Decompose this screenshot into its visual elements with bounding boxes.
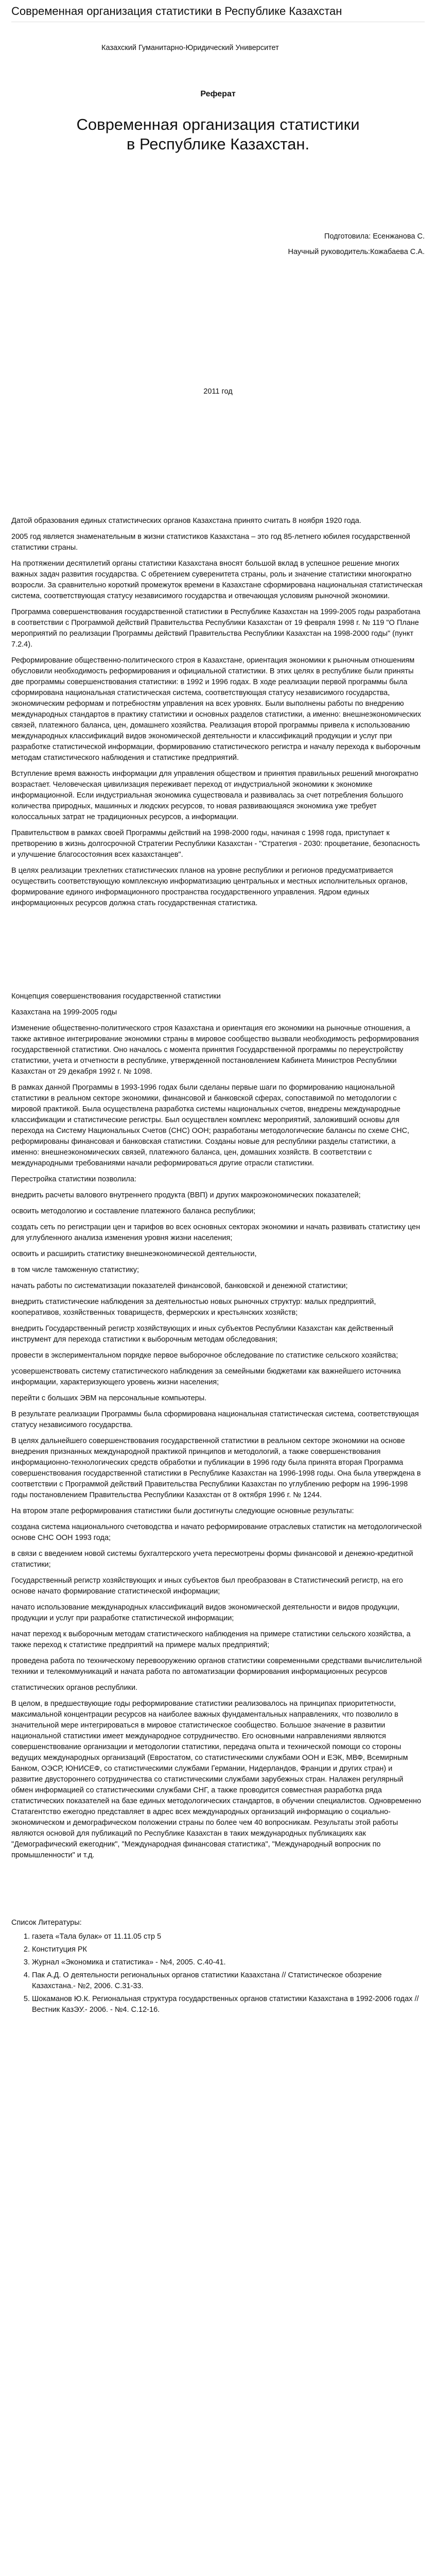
intro-paragraph: В целях реализации трехлетних статистических планов на уровне республики и регионов предусматривается осуществить соответствующую комплексную информатизацию центральных и местных исполнительных органов, формирование единого информационного пространства государственного управления. Ядром единых информационных ресурсов должна стать государственная статистика.: [11, 867, 408, 907]
intro-paragraph: 2005 год является знаменательным в жизни статистиков Казахстана – это год 85-летнего юбилея государственной статистики страны.: [11, 533, 410, 552]
concept-paragraph: Государственный регистр хозяйствующих и иных субъектов был преобразован в Статистический регистр, на его основе начато формирование статистической информации;: [11, 1577, 403, 1596]
concept-subheading: Казахстана на 1999-2005 годы: [11, 1008, 117, 1016]
concept-paragraph: усовершенствовать систему статистического наблюдения за семейными бюджетами как важнейшего источника информации, характеризующего уровень жизни населения;: [11, 1367, 401, 1386]
concept-paragraph: начать работы по систематизации показателей финансовой, банковской и денежной статистики;: [11, 1282, 348, 1290]
concept-paragraph: начато использование международных классификаций видов экономической деятельности и видов продукции, продукции и услуг при разработке статистической информации;: [11, 1603, 399, 1622]
concept-paragraph: Изменение общественно-политического строя Казахстана и ориентация его экономики на рыночные отношения, а также активное интегрирование экономики страны в мировое сообщество вызвали необходимость реформирования государственной статистики. Оно началось с момента принятия Государственной программы по переустройству статистики, учета и отчетности в республике, утвержденной постановлением Кабинета Министров Республики Казахстан от 29 декабря 1992 г. № 1098.: [11, 1024, 419, 1076]
section-spacer: [11, 914, 425, 991]
intro-paragraph: Реформирование общественно-политического строя в Казахстане, ориентация экономики к рыночным отношениям обусловили необходимость реформирования и официальной статистики. В этих целях в республике были приняты две программы совершенствования статистики: в 1992 и 1996 годах. В ходе реализации первой программы была сформирована национальная статистическая система, соответствующая статусу независимого государства, экономическим реформам и потребностям управления на всех уровнях. Были выполнены работы по внедрению международных стандартов в практику статистики и основных разделов статистики, а именно: внешнеэкономических связей, платежного баланса, цен, домашнего хозяйства. Реализация второй программы привела к использованию международных классификаций видов экономической деятельности и классификаций продукции и услуг при разработке статистической информации, формированию статистического регистра и началу перехода к выборочным методам статистического наблюдения и статистике предприятий.: [11, 656, 421, 762]
concept-paragraph: проведена работа по техническому перевооружению органов статистики современными средствами вычислительной техники и телекоммуникаций и начата работа по автоматизации формирования информационных ресурсов: [11, 1657, 422, 1676]
concept-paragraph: На втором этапе реформирования статистики были достигнуты следующие основные результаты:: [11, 1507, 354, 1515]
concept-paragraph: перейти с больших ЭВМ на персональные компьютеры.: [11, 1394, 207, 1402]
signature-block: [11, 231, 425, 258]
reference-item: 3. Журнал «Экономика и статистика» - №4, 2005. С.40-41.: [32, 1957, 425, 1968]
references-title: Список Литературы:: [11, 1919, 82, 1927]
intro-paragraph: На протяжении десятилетий органы статистики Казахстана вносят большой вклад в успешное решение многих важных задач развития государства. С обретением суверенитета страны, роль и значение статистики многократно возросли. За сравнительно короткий промежуток времени в Казахстане сформирована национальная статистическая система, соответствующая статусу независимого государства и отвечающая условиям рыночной экономики.: [11, 560, 423, 600]
year-line: 2011 год: [203, 387, 233, 396]
concept-paragraph: В рамках данной Программы в 1993-1996 годах были сделаны первые шаги по формированию национальной статистики в реальном секторе экономики, финансовой и банковской сферах, сопоставимой по методологии с мировой практикой. Была осуществлена разработка системы национальных счетов, внедрены международные классификации и статистические регистры. Был осуществлен комплекс мероприятий, заложивший основы для перехода на Систему Национальных Счетов (СНС) ООН; разработаны методологические балансы по схеме СНС, реформированы финансовая и банковская статистики. Созданы новые для республики разделы статистики, а именно: внешнеэкономических связей, платежного баланса, цен, домашних хозяйств. В соответствии с международными требованиями начали реформироваться другие отрасли статистики.: [11, 1083, 410, 1167]
concept-paragraph: статистических органов республики.: [11, 1684, 138, 1692]
section-spacer: [11, 1866, 425, 1918]
document-title: Современная организация статистики в Республике Казахстан: [11, 4, 425, 22]
reference-item: 2. Конституция РК: [32, 1944, 425, 1955]
references-list: [11, 1931, 425, 2015]
intro-paragraph: Программа совершенствования государственной статистики в Республике Казахстан на 1999-2005 годы разработана в соответствии с Программой действий Правительства Республики Казахстан от 19 февраля 1998 г. № 119 "О Плане мероприятий по реализации Программы действий Правительства Республики Казахстан на 1998-2000 годы" (пункт 7.2.4).: [11, 608, 421, 649]
concept-paragraph: в связи с введением новой системы бухгалтерского учета пересмотрены формы финансовой и денежно-кредитной статистики;: [11, 1550, 413, 1569]
references-section: [11, 1918, 425, 2015]
concept-paragraph: освоить методологию и составление платежного баланса республики;: [11, 1207, 256, 1215]
concept-paragraph: внедрить Государственный регистр хозяйствующих и иных субъектов Республики Казахстан как действенный инструмент для перехода статистики к выборочным методам обследования;: [11, 1325, 394, 1344]
essay-title-line-1: Современная организация статистики: [76, 115, 360, 133]
intro-paragraph: Правительством в рамках своей Программы действий на 1998-2000 годы, начиная с 1998 года, приступает к претворению в жизнь долгосрочной Стратегии Республики Казахстан - "Стратегия - 2030: процветание, безопасность и улучшение благосостояния всех казахстанцев".: [11, 829, 420, 859]
document-kind: Реферат: [200, 90, 236, 98]
author-line: Подготовила: Есенжанова С.: [324, 232, 425, 241]
concept-paragraph: создана система национального счетоводства и начато реформирование отраслевых статистик на методологической основе СНС ООН 1993 года;: [11, 1523, 422, 1542]
concept-paragraph: Перестройка статистики позволила:: [11, 1175, 136, 1183]
concept-heading: Концепция совершенствования государственной статистики: [11, 992, 221, 1001]
concept-paragraph: провести в экспериментальном порядке первое выборочное обследование по статистике сельского хозяйства;: [11, 1351, 398, 1360]
concept-paragraph: освоить и расширить статистику внешнеэкономической деятельности,: [11, 1250, 257, 1258]
reference-item: 5. Шокаманов Ю.К. Региональная структура государственных органов статистики Казахстана в 1992-2006 годах // Вестник КазЭУ.- 2006. - №4. С.12-16.: [32, 1994, 425, 2015]
concept-paragraph: в том числе таможенную статистику;: [11, 1266, 139, 1274]
intro-section: [11, 516, 425, 909]
supervisor-line: Научный руководитель:Кожабаева С.А.: [288, 248, 425, 256]
concept-section: [11, 991, 425, 1861]
concept-paragraph: создать сеть по регистрации цен и тарифов во всех основных секторах экономики и начать развивать статистику цен для углубленного анализа изменения уровня жизни населения;: [11, 1223, 421, 1242]
reference-item: 1. газета «Тала булак» от 11.11.05 стр 5: [32, 1931, 425, 1942]
concept-paragraph: В результате реализации Программы была сформирована национальная статистическая система, соответствующая статусу независимого государства.: [11, 1410, 419, 1429]
concept-paragraph: внедрить статистические наблюдения за деятельностью новых рыночных структур: малых предприятий, кооперативов, хозяйственных товариществ, фермерских и крестьянских хозяйств;: [11, 1298, 376, 1317]
essay-title-line-2: в Республике Казахстан.: [126, 135, 310, 153]
concept-paragraph: В целях дальнейшего совершенствования государственной статистики в реальном секторе экономики на основе внедрения признанных международной практикой принципов и методологий, а также совершенствования информационно-технологических средств обработки и публикации в 1996 году была принята вторая Программа совершенствования государственной статистики в Республике Казахстан на 1996-1998 годы. Она была утверждена в соответствии с Программой действий Правительства Республики Казахстан по углублению реформ на 1996-1998 годы постановлением Правительства Республики Казахстан от 8 октября 1996 г. № 1244.: [11, 1437, 421, 1499]
concept-paragraph: внедрить расчеты валового внутреннего продукта (ВВП) и других макроэкономических показателей;: [11, 1191, 361, 1199]
concept-paragraph: начат переход к выборочным методам статистического наблюдения на примере статистики сельского хозяйства, а также переход к статистике предприятий на примере малых предприятий;: [11, 1630, 411, 1649]
reference-item: 4. Пак А.Д. О деятельности региональных органов статистики Казахстана // Статистическое обозрение Казахстана.- №2, 2006. С.31-33.: [32, 1970, 425, 1992]
intro-paragraph: Вступление время важность информации для управления обществом и принятия правильных решений многократно возрастает. Человеческая цивилизация переживает переход от индустриальной экономики к экономике информационной. Если индустриальная экономика существовала и развивалась за счет потребления большого количества природных, машинных и людских ресурсов, то новая развивающаяся экономика уже требует колоссальных затрат не традиционных ресурсов, а информации.: [11, 770, 418, 821]
essay-title: [11, 115, 425, 154]
concept-paragraph: В целом, в предшествующие годы реформирование статистики реализовалось на принципах приоритетности, максимальной концентрации ресурсов на наиболее важных фундаментальных направлениях, что позволило в значительной мере интегрироваться в мировое статистическое сообщество. Большое значение в развитии национальной статистики имеет международное сотрудничество. Его основными направлениями являются совершенствование организации и методологии статистики, передача опыта и технической помощи со стороны ведущих международных организаций (Евростатом, со статистическими службами ООН и ЕЭК, МВФ, Всемирным Банком, ОЭСР, ЮНИСЕФ, со статистическими службами Германии, Нидерландов, Франции и других стран) и развитие двустороннего сотрудничества со статистическими службами зарубежных стран. Налажен регулярный обмен информацией со статистическими службами СНГ, а также проводится совместная разработка ряда статистических показателей на базе единых методологических стандартов, в обучении специалистов. Одновременно Статагентство ежегодно представляет в адрес всех международных организаций информацию о социально-экономическом и демографическом положении страны по более чем 40 вопросникам. Результаты этой работы являются основой для публикаций по Республике Казахстан в таких международных публикациях как "Демографический ежегодник", "Международная финансовая статистика", "Международный вопросник по промышленности" и т.д.: [11, 1700, 422, 1859]
university-name: Казахский Гуманитарно-Юридический Университет: [101, 44, 279, 52]
intro-paragraph: Датой образования единых статистических органов Казахстана принято считать 8 ноября 1920 года.: [11, 517, 361, 525]
